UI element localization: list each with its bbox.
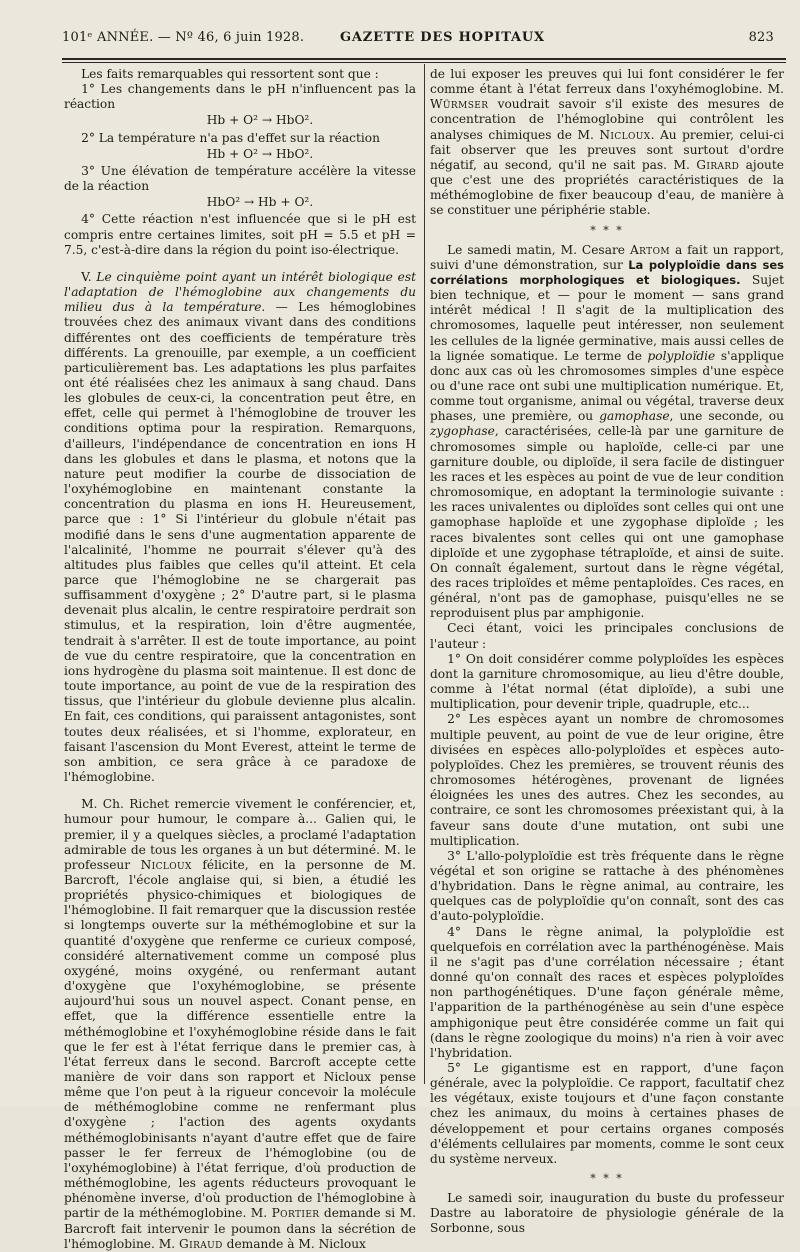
- spacer: [64, 785, 416, 797]
- section-5-text: — Les hémoglobines trouvées chez des animaux vivant dans des conditions différentes ont des coefficients de température très différents. La grenouille, par exemple, a un coefficient particulièrement bas. Les adaptations les plus parfaites ont été réalisées chez les animaux à sang chaud. Dans les globules de ceux-ci, la concentration peut être, en effet, celle qui permet à l'hémoglobine de trouver les conditions optima pour la respiration. Remarquons, d'ailleurs, l'indépendance de concentration en ions H dans les globules et dans le plasma, et notons que la nature peut modifier la courbe de dissociation de l'oxyhémoglobine en maintenant constante la concentration du plasma en ions H. Heureusement, parce que : 1° Si l'intérieur du globule n'était pas modifié dans le sens d'une augmentation apparente de l'alcalinité, l'homme ne pourrait s'élever qu'à des altitudes plus faibles que celles qu'il atteint. Et cela parce que l'hémoglobine ne se chargerait pas suffisamment d'oxygène ; 2° D'autre part, si le plasma devenait plus alcalin, le centre respiratoire perdrait son stimulus, et la respiration, loin d'être augmentée, tendrait à s'arrêter. Il est de toute importance, au point de vue du centre respiratoire, que la concentration en ions hydrogène du plasma soit maintenue. Il est donc de toute importance, au point de vue de la respiration des tissus, que l'intérieur du globule devienne plus alcalin. En fait, ces conditions, qui paraissent antagonistes, sont toutes deux réalisées, et si l'homme, explorateur, en faisant l'ascension du Mont Everest, atteint le terme de son ambition, ce sera grâce à ce paradoxe de l'hémoglobine.: [64, 300, 416, 785]
- author-name: Girard: [696, 157, 740, 172]
- term: zygophase: [430, 424, 495, 439]
- richet-paragraph: [64, 797, 416, 1252]
- term: polyploïdie: [647, 348, 716, 363]
- text-run: ajoute que c'est une des propriétés caractéristiques de la méthémoglobine de fixer beaucoup d'eau, de manière à se constituer une périphérie stable.: [430, 157, 784, 218]
- text-run: voudrait savoir s'il existe des mesures de concentration de l'hémoglobine qui contrôlent les analyses chimiques de M.: [430, 97, 784, 142]
- conclusion-4: 4° Dans le règne animal, la polyploïdie est quelquefois en corrélation avec la parthénogénèse. Mais il ne s'agit pas d'une corrélation nécessaire ; étant donné qu'on connaît des races et espèces polyploïdes non parthogénétiques. D'une façon générale même, l'apparition de la parthénogénèse au sein d'une espèce amphigonique peut être considérée comme un fait qui (dans le règne zoologique du moins) n'a rien à voir avec l'hybridation.: [430, 924, 784, 1060]
- text-run: s'applique donc aux cas où les chromosomes simples d'une espèce ou d'une race ont subi une multiplication numérique. Et, comme tout organisme, animal ou végétal, traverse deux phases, une première, ou: [430, 348, 784, 424]
- fact-3: 3° Une élévation de température accélère la vitesse de la réaction: [64, 163, 416, 194]
- text-run: , une seconde, ou: [669, 409, 784, 424]
- section-separator: * * *: [590, 223, 624, 237]
- author-name: Artom: [629, 242, 670, 257]
- running-header: [62, 30, 782, 52]
- text-run: . Au premier, celui-ci fait observer que les preuves sont surtout d'ordre négatif, au second, qu'il ne sait pas. M.: [430, 127, 784, 172]
- text-run: , caractérisées, celle-là par une garniture de chromosomes simple ou haploïde, celle-ci par une garniture double, ou diploïde, il sera facile de distinguer les races et les espèces au point de vue de leur condition chromosomique, en adoptant la terminologie suivante : les races univalentes ou diploïdes sont celles qui ont une gamophase haploïde et une zygophase diploïde ; les races bivalentes sont celles qui ont une gamophase diploïde et une zygophase tétraploïde, et ainsi de suite. On connaît également, surtout dans le règne végétal, des races triploïdes et même pentaploïdes. Ces races, en général, n'ont pas de gamophase, puisqu'elles ne se reproduisent plus par amphigonie.: [430, 424, 784, 621]
- formula-2: Hb + O² → HbO².: [206, 146, 314, 161]
- term: gamophase: [599, 409, 670, 424]
- right-column: [430, 67, 784, 1237]
- section-5-title: Le cinquième point ayant un intérêt biologique est l'adaptation de l'hémoglobine aux changements du milieu dus à la température.: [64, 269, 417, 315]
- text-run: félicite, en la personne de M. Barcroft, l'école anglaise qui, si bien, a étudié les propriétés physico-chimiques et biologiques de l'hémoglobine. Il fait remarquer que la discussion restée si longtemps ouverte sur la méthémoglobine et sur la quantité d'oxygène que renferme ce curieux composé, considéré alternativement comme un composé plus oxygéné, moins oxygéné, ou renfermant autant d'oxygène que l'oxyhémoglobine, se présente aujourd'hui sous un nouvel aspect. Conant pense, en effet, que la différence essentielle entre la méthémoglobine et l'oxyhémoglobine réside dans le fait que le fer est à l'état ferrique dans le premier cas, à l'état ferreux dans le second. Barcroft accepte cette manière de voir dans son rapport et Nicloux pense même que l'on peut à la rigueur concevoir la molécule de méthémoglobine comme ne renfermant plus d'oxygène ; l'action des agents oxydants méthémoglobinisants n'ayant d'autre effet que de faire passer le fer ferreux de l'hémoglobine (ou de l'oxyhémoglobine) à l'état ferrique, d'où production de méthémoglobine, les agents réducteurs provoquant le phénomène inverse, d'où production de l'hémoglobine à partir de la méthémoglobine. M.: [64, 857, 416, 1221]
- section-5: [64, 270, 416, 785]
- issue-line: 101ᵉ ANNÉE. — Nº 46, 6 juin 1928.: [62, 30, 305, 45]
- column-divider: [424, 64, 425, 1084]
- spacer: [64, 258, 416, 270]
- text-run: Sujet bien technique, et — pour le moment — sans grand intérêt médical ! Il s'agit de la multiplication des chromosomes, laquelle peut intéresser, non seulement les cellules de la lignée germinative, mais aussi celles de la lignée somatique. Le terme de: [430, 272, 784, 363]
- journal-title: GAZETTE DES HOPITAUX: [340, 30, 545, 45]
- fact-4: 4° Cette réaction n'est influencée que si le pH est compris entre certaines limites, soit pH = 5.5 et pH = 7.5, c'est-à-dire dans la région du point iso-électrique.: [64, 212, 416, 257]
- dastre-paragraph: Le samedi soir, inauguration du buste du professeur Dastre au laboratoire de physiologie générale de la Sorbonne, sous: [430, 1191, 784, 1236]
- fact-2: 2° La température n'a pas d'effet sur la réaction: [81, 130, 380, 145]
- conclusion-3: 3° L'allo-polyploïdie est très fréquente dans le règne végétal et son origine se rattache à des phénomènes d'hybridation. Dans le règne animal, au contraire, les quelques cas de polyploïdie qu'on connaît, sont des cas d'auto-polyploïdie.: [430, 848, 784, 924]
- left-column: [64, 67, 416, 1252]
- artom-paragraph: [430, 243, 784, 622]
- text-run: Le samedi matin, M. Cesare: [447, 242, 630, 257]
- formula-1: Hb + O² → HbO².: [206, 113, 314, 128]
- conclusion-5: 5° Le gigantisme est en rapport, d'une façon générale, avec la polyploïdie. Ce rapport, facultatif chez les végétaux, existe toujours et d'une façon constante chez les animaux, du moins à certaines phases de développement et pour certains organes composés d'éléments cellulaires par moments, comme le sont ceux du système nerveux.: [430, 1061, 784, 1166]
- text-run: de lui exposer les preuves qui lui font considérer le fer comme étant à l'état ferreux dans l'oxyhémoglobine. M.: [430, 67, 784, 97]
- conclusion-1: 1° On doit considérer comme polyploïdes les espèces dont la garniture chromosomique, au lieu d'être double, comme à l'état normal (état diploïde), a subi une multiplication, pour devenir triple, quadruple, etc...: [430, 651, 784, 712]
- author-name: Nicloux: [599, 127, 651, 142]
- formula-3: HbO² → Hb + O².: [206, 195, 314, 210]
- facts-intro: Les faits remarquables qui ressortent sont que :: [81, 67, 379, 81]
- text-run: demande si M. Barcroft fait intervenir le poumon dans la sécrétion de l'hémoglobine. M.: [64, 1206, 417, 1251]
- page-number: 823: [748, 30, 774, 45]
- report-title: La polyploïdie dans ses corrélations morphologiques et biologiques.: [430, 257, 784, 287]
- section-separator: * * *: [590, 1172, 624, 1186]
- author-name: Portier: [271, 1206, 320, 1221]
- conclusion-2: 2° Les espèces ayant un nombre de chromosomes multiple peuvent, au point de vue de leur origine, être divisées en espèces allo-polyploïdes et espèces auto-polyploïdes. Chez les premières, se trouvent réunis des chromosomes hétérogènes, provenant de lignées éloignées les unes des autres. Chez les secondes, au contraire, ce sont les chromosomes préexistant qui, à la faveur sans doute d'une mutation, ont subi une multiplication.: [430, 712, 784, 848]
- conclusions-intro: Ceci étant, voici les principales conclusions de l'auteur :: [430, 621, 784, 651]
- text-run: M. Ch. Richet remercie vivement le conférencier, et, humour pour humour, le compare à... Galien qui, le premier, il y a quelques siècles, a proclamé l'adaptation admirable de tous les organes à un but déterminé. M. le professeur: [64, 797, 416, 872]
- text-run: a fait un rapport, suivi d'une démonstration, sur: [430, 242, 784, 272]
- section-5-label: V.: [81, 269, 97, 284]
- text-run: demande à M. Nicloux: [222, 1236, 366, 1251]
- fact-1: 1° Les changements dans le pH n'influencent pas la réaction: [64, 82, 416, 112]
- header-rule-thin: [62, 62, 786, 63]
- author-name: Nicloux: [140, 857, 192, 872]
- author-name: Giraud: [178, 1236, 223, 1251]
- author-name: Würmser: [430, 97, 489, 112]
- continuation-paragraph: [430, 67, 784, 219]
- header-rule: [62, 58, 786, 60]
